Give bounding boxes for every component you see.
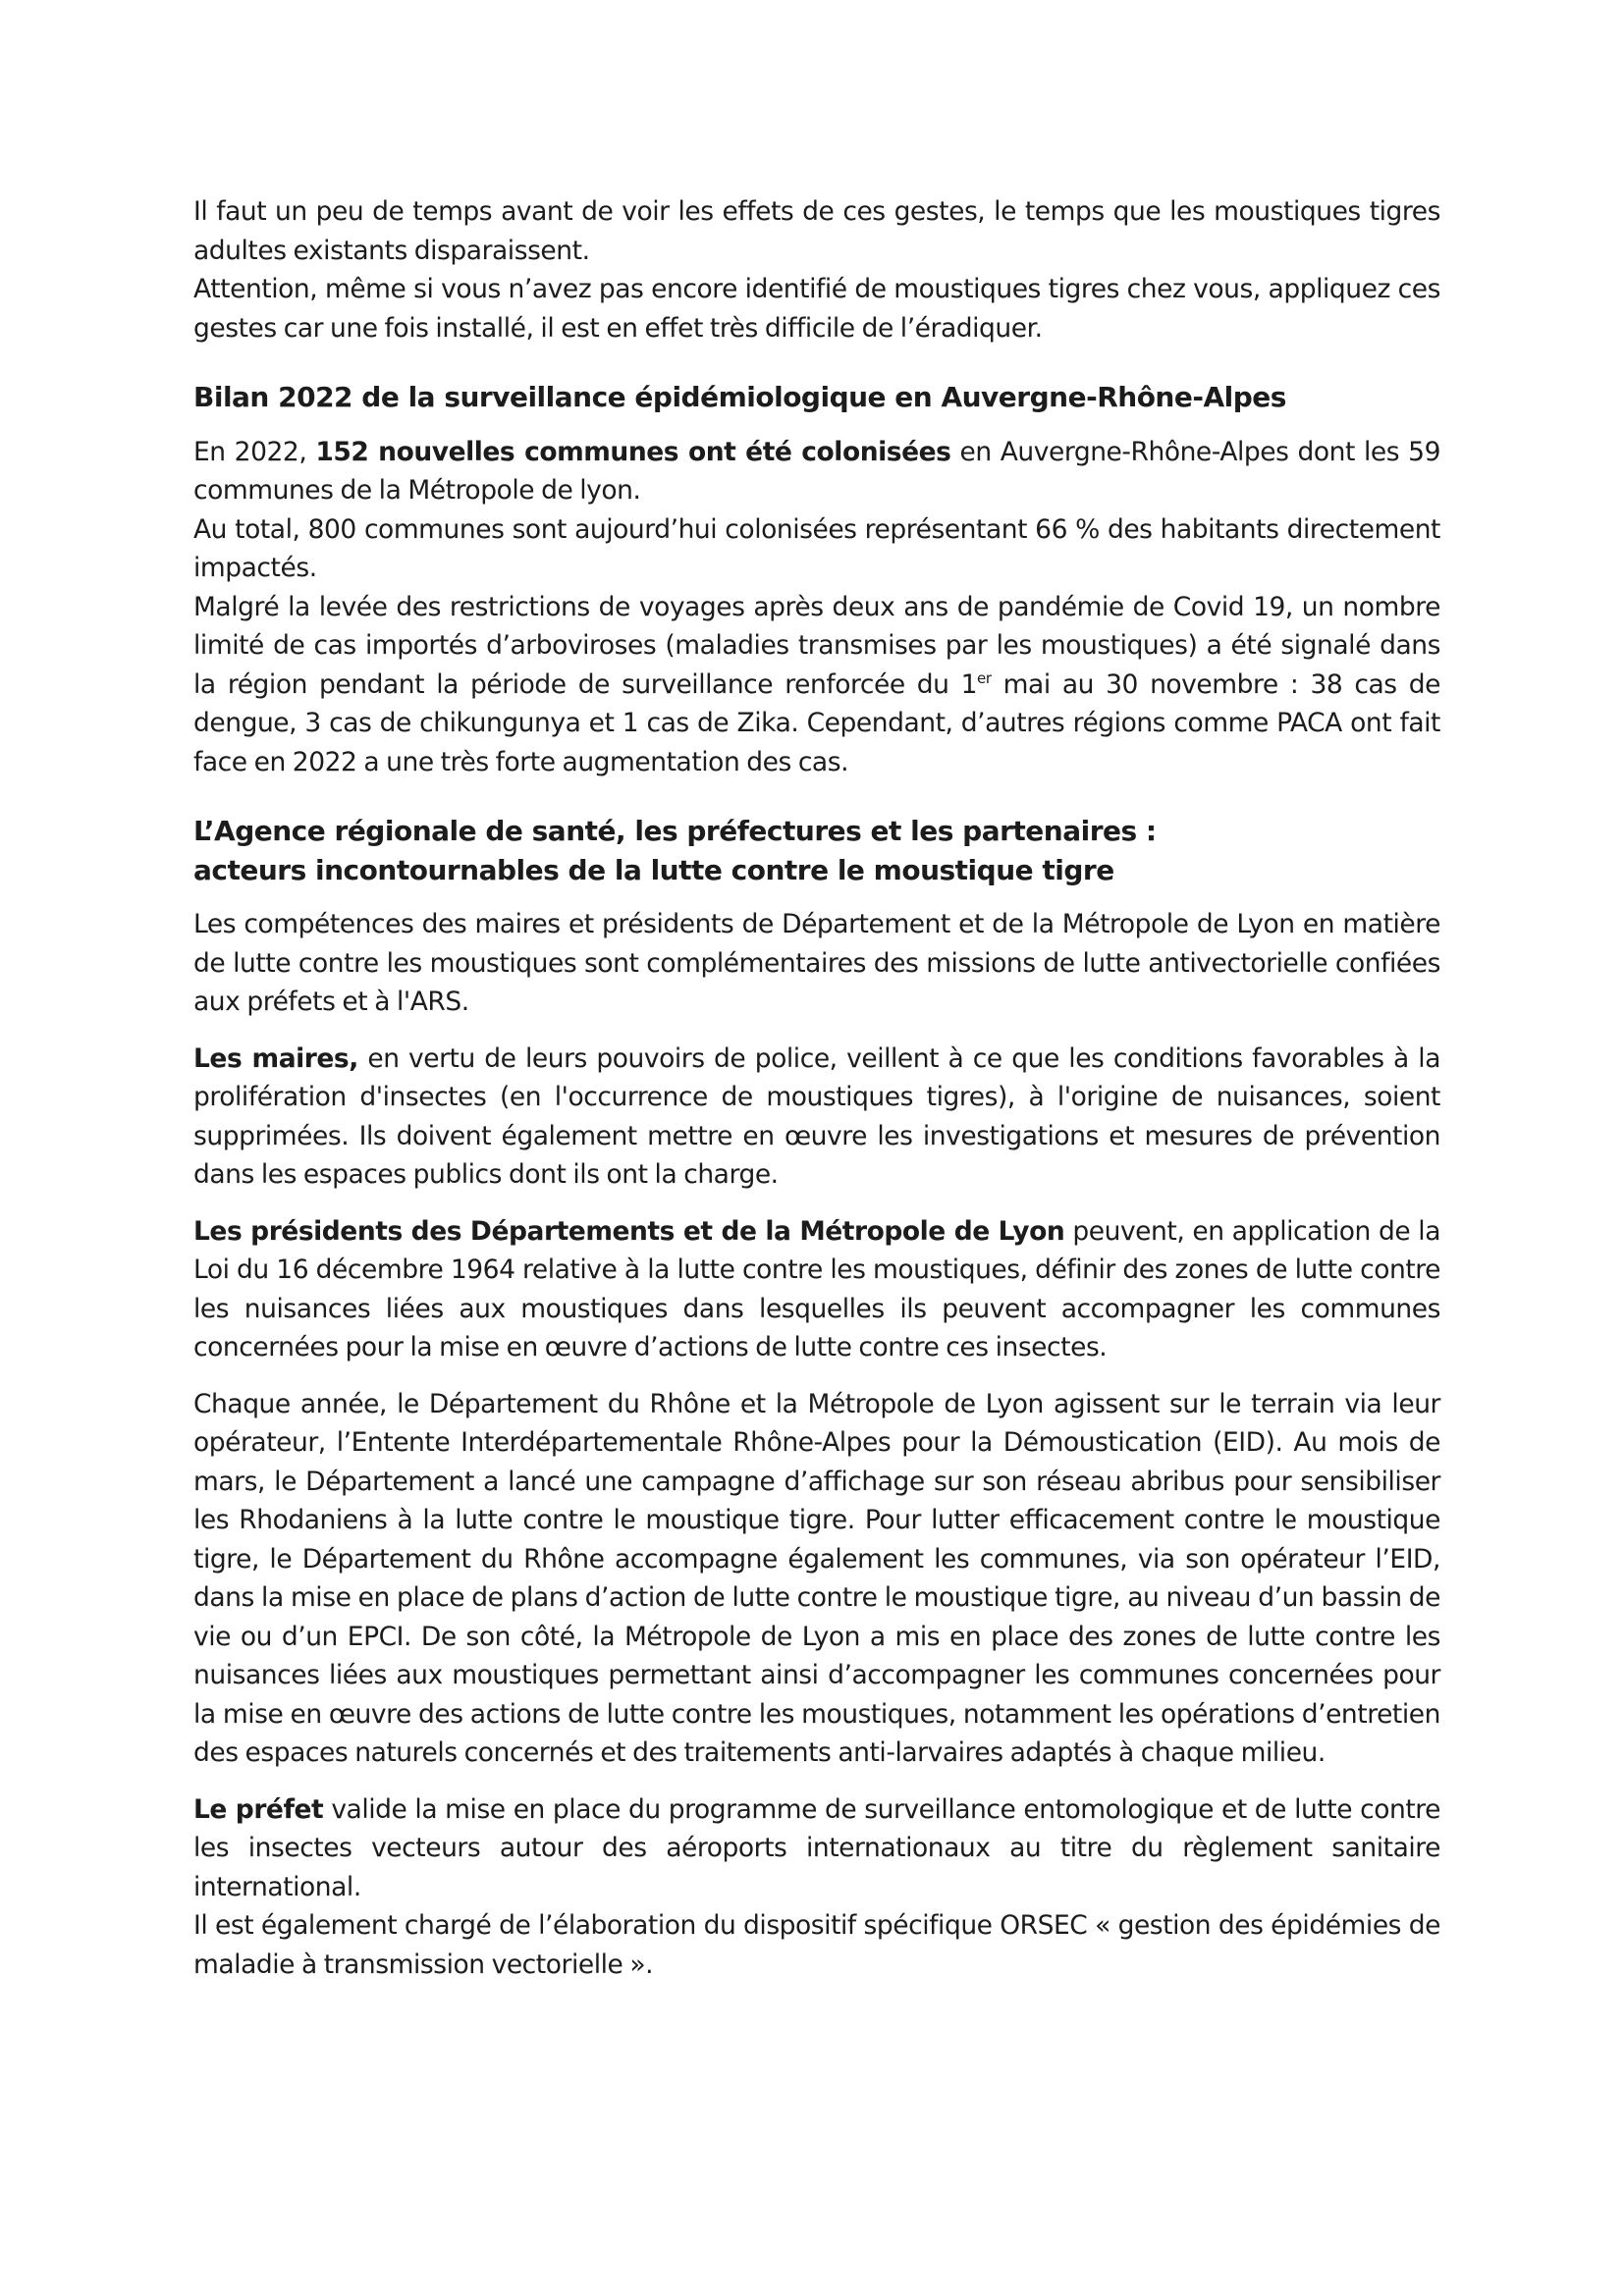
document-body <box>193 192 1440 1984</box>
bilan-highlight: 152 nouvelles communes ont été colonisées <box>315 436 951 467</box>
agence-paragraph-orsec: Il est également chargé de l’élaboration du dispositif spécifique ORSEC « gestion des épidémies de maladie à transmission vectorielle ». <box>193 1910 1440 1980</box>
agence-paragraph-presidents: Les présidents des Départements et de la Métropole de Lyon peuvent, en application de la Loi du 16 décembre 1964 relative à la lutte contre les moustiques, définir des zones de lutte contre les nuisances liées aux moustiques dans lesquelles ils peuvent accompagner les communes concernées pour la mise en œuvre d’actions de lutte contre ces insectes. <box>193 1215 1441 1362</box>
intro-paragraph-2: Attention, même si vous n’avez pas encore identifié de moustiques tigres chez vous, appliquez ces gestes car une fois installé, il est en effet très difficile de l’éradiquer. <box>193 274 1440 344</box>
bilan-paragraph-1: En 2022, 152 nouvelles communes ont été colonisées en Auvergne-Rhône-Alpes dont les 59 communes de la Métropole de lyon. <box>193 436 1440 506</box>
agence-paragraph-maires: Les maires, en vertu de leurs pouvoirs de police, veillent à ce que les conditions favorables à la prolifération d'insectes (en l'occurrence de moustiques tigres), à l'origine de nuisances, soient supprimées. Ils doivent également mettre en œuvre les investigations et mesures de prévention dans les espaces publics dont ils ont la charge. <box>193 1042 1441 1190</box>
intro-paragraph-1: Il faut un peu de temps avant de voir les effets de ces gestes, le temps que les moustiques tigres adultes existants disparaissent. <box>193 196 1440 266</box>
section-title-bilan: Bilan 2022 de la surveillance épidémiologique en Auvergne-Rhône-Alpes <box>193 381 1286 413</box>
bilan-paragraph-3: Malgré la levée des restrictions de voyages après deux ans de pandémie de Covid 19, un nombre limité de cas importés d’arboviroses (maladies transmises par les moustiques) a été signalé dans la région pendant la période de surveillance renforcée du 1er mai au 30 novembre : 38 cas de dengue, 3 cas de chikungunya et 1 cas de Zika. Cependant, d’autres régions comme PACA ont fait face en 2022 a une très forte augmentation des cas. <box>193 591 1440 777</box>
agence-paragraph-1: Les compétences des maires et présidents de Département et de la Métropole de Lyon en matière de lutte contre les moustiques sont complémentaires des missions de lutte antivectorielle confiées aux préfets et à l'ARS. <box>193 909 1440 1017</box>
agence-paragraph-chaque-annee: Chaque année, le Département du Rhône et la Métropole de Lyon agissent sur le terrain via leur opérateur, l’Entente Interdépartementale Rhône-Alpes pour la Démoustication (EID). Au mois de mars, le Département a lancé une campagne d’affichage sur son réseau abribus pour sensibiliser les Rhodaniens à la lutte contre le moustique tigre. Pour lutter efficacement contre le moustique tigre, le Département du Rhône accompagne également les communes, via son opérateur l’EID, dans la mise en place de plans d’action de lutte contre le moustique tigre, au niveau d’un bassin de vie ou d’un EPCI. De son côté, la Métropole de Lyon a mis en place des zones de lutte contre les nuisances liées aux moustiques permettant ainsi d’accompagner les communes concernées pour la mise en œuvre des actions de lutte contre les moustiques, notamment les opérations d’entretien des espaces naturels concernés et des traitements anti-larvaires adaptés à chaque milieu. <box>193 1388 1440 1768</box>
section-title-agence: L’Agence régionale de santé, les préfectures et les partenaires : acteurs incontournables de la lutte contre le moustique tigre <box>193 815 1157 886</box>
bilan-paragraph-2: Au total, 800 communes sont aujourd’hui colonisées représentant 66 % des habitants directement impactés. <box>193 513 1440 583</box>
agence-paragraph-prefet: Le préfet valide la mise en place du programme de surveillance entomologique et de lutte contre les insectes vecteurs autour des aéroports internationaux au titre du règlement sanitaire international. <box>193 1793 1440 1902</box>
